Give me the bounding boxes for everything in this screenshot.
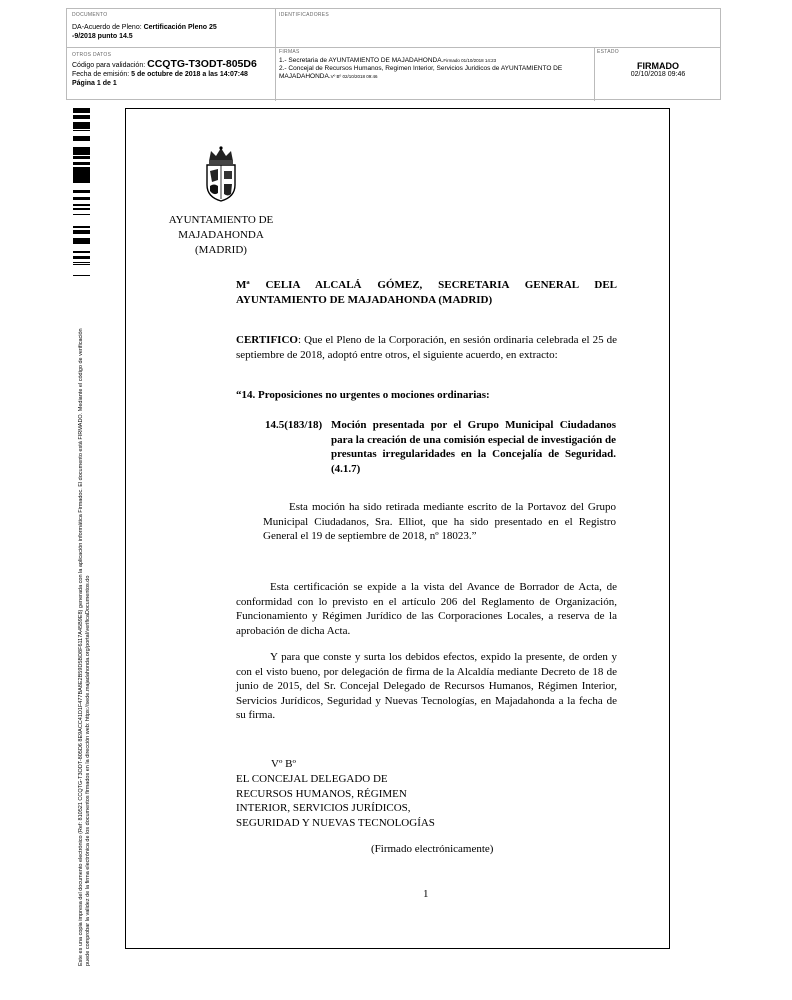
- page-number: 1: [423, 888, 429, 900]
- certificate-page: [125, 108, 670, 949]
- side-validation-text: [78, 266, 92, 966]
- item-title: Moción presentada por el Grupo Municipal Ciudadanos para la creación de una comisión especial de investigación de presuntas irregularidades en la Concejalía de Seguridad. (4.1.7): [331, 419, 616, 475]
- codigo-label: Código para validación:: [72, 62, 148, 69]
- otros-datos-cell: [72, 52, 272, 88]
- org-line-2: MAJADAHONDA: [178, 229, 264, 241]
- certifico-label: CERTIFICO: [236, 334, 298, 346]
- estado-date: 02/10/2018 09:46: [630, 71, 686, 78]
- pagina-info: Página 1 de 1: [72, 80, 117, 87]
- estado-value: FIRMADO: [637, 61, 679, 71]
- otros-datos-label: OTROS DATOS: [72, 52, 112, 58]
- sig-line-2: RECURSOS HUMANOS, RÉGIMEN: [236, 787, 407, 800]
- firmas-cell: [279, 49, 592, 81]
- org-line-3: (MADRID): [195, 244, 247, 256]
- firma-2-date: Vº Bº 02/10/2018 09:46: [330, 74, 378, 79]
- documento-cell: [72, 12, 272, 41]
- item-body: Esta moción ha sido retirada mediante escrito de la Portavoz del Grupo Municipal Ciudadanos, Sra. Elliot, que ha sido presentado en el Registro General el 19 de septiembre de 2018, nº 18023.”: [263, 501, 616, 542]
- paragraph-1: Esta certificación se expide a la vista del Avance de Borrador de Acta, de conformidad con lo previsto en el artículo 206 del Reglamento de Organización, Funcionamiento y Régimen Jurídico de las Corporaciones Locales, a reserva de la aprobación de dicha Acta.: [236, 581, 617, 637]
- estado-cell: [597, 49, 719, 78]
- documento-label: DOCUMENTO: [72, 12, 108, 18]
- visto-bueno: Vº Bº: [271, 758, 296, 770]
- identificadores-cell: [279, 12, 329, 18]
- estado-label: ESTADO: [597, 49, 619, 55]
- coat-of-arms-emblem: [201, 145, 241, 203]
- fecha-value: 5 de octubre de 2018 a las 14:07:48: [131, 71, 248, 78]
- sig-line-1: EL CONCEJAL DELEGADO DE: [236, 773, 388, 785]
- organization-block: [146, 213, 296, 258]
- title-line-1: Mª CELIA ALCALÁ GÓMEZ, SECRETARIA GENERAL DEL: [236, 279, 617, 291]
- document-header: [66, 8, 721, 100]
- paragraph-2: Y para que conste y surta los debidos efectos, expido la presente, de orden y con el visto bueno, por delegación de firma de la Alcaldía mediante Decreto de 18 de junio de 2015, del Sr. Concejal Delegado de Recursos Humanos, Régimen Interior, Servicios Jurídicos, Seguridad y Nuevas Tecnologías, en Majadahonda a la fecha de su firma.: [236, 651, 617, 721]
- org-line-1: AYUNTAMIENTO DE: [168, 214, 274, 226]
- firma-2-cont: MAJADAHONDA.Vº Bº 02/10/2018 09:46: [279, 73, 378, 80]
- documento-name-cont: -9/2018 punto 14.5: [72, 33, 133, 40]
- identificadores-label: IDENTIFICADORES: [279, 12, 330, 18]
- title-line-2: AYUNTAMIENTO DE MAJADAHONDA (MADRID): [236, 293, 493, 306]
- documento-prefix: DA-Acuerdo de Pleno:: [72, 24, 144, 31]
- fecha-label: Fecha de emisión:: [72, 71, 132, 78]
- documento-name: Certificación Pleno 25: [143, 24, 217, 31]
- certifico-paragraph: [236, 333, 617, 362]
- firma-list: [279, 57, 592, 81]
- firma-1-date: Firmado 01/10/2018 14:23: [443, 58, 497, 63]
- codigo-value: CCQTG-T3ODT-805D6: [147, 58, 257, 70]
- signatory-block: [236, 772, 486, 830]
- side-text-line2: puede comprobar la validez de la firma electrónica de los documentos firmados en la dirección web: https://sede.majadahonda.org/portal/verificaDocumentos.do: [85, 575, 91, 966]
- certifico-text: : Que el Pleno de la Corporación, en sesión ordinaria celebrada el 25 de septiembre de 2018, adoptó entre otros, el siguiente acuerdo, en extracto:: [236, 334, 617, 361]
- documento-title: [72, 23, 272, 41]
- side-text-line1: Este es una copia impresa del documento electrónico (Ref: 810521 CCQTG-T3ODT-805D6 8E9ACC41D1F477BA8E2B59D5BD8F6117A45B9E8) generada con la aplicación informática Firmadoc. El documento está FIRMADO. Mediante el código de verificación: [78, 328, 84, 966]
- electronic-signature-note: (Firmado electrónicamente): [371, 843, 494, 855]
- barcode-image: [73, 108, 90, 276]
- firma-2: 2.- Concejal de Recursos Humanos, Regimen Interior, Servicios Juridicos de AYUNTAMIENTO DE: [279, 65, 563, 72]
- firmas-label: FIRMAS: [279, 49, 300, 55]
- codigo-validacion: [72, 60, 272, 70]
- item-number: 14.5(183/18): [265, 419, 323, 431]
- section-heading: “14. Proposiciones no urgentes o mociones ordinarias:: [236, 389, 490, 401]
- sig-line-3: INTERIOR, SERVICIOS JURÍDICOS,: [236, 802, 411, 814]
- fecha-emision: [72, 70, 272, 79]
- certificate-title: [236, 278, 617, 307]
- firma-1: 1.- Secretaria de AYUNTAMIENTO DE MAJADAHONDA.Firmado 01/10/2018 14:23: [279, 57, 497, 64]
- sig-line-4: SEGURIDAD Y NUEVAS TECNOLOGÍAS: [236, 816, 435, 829]
